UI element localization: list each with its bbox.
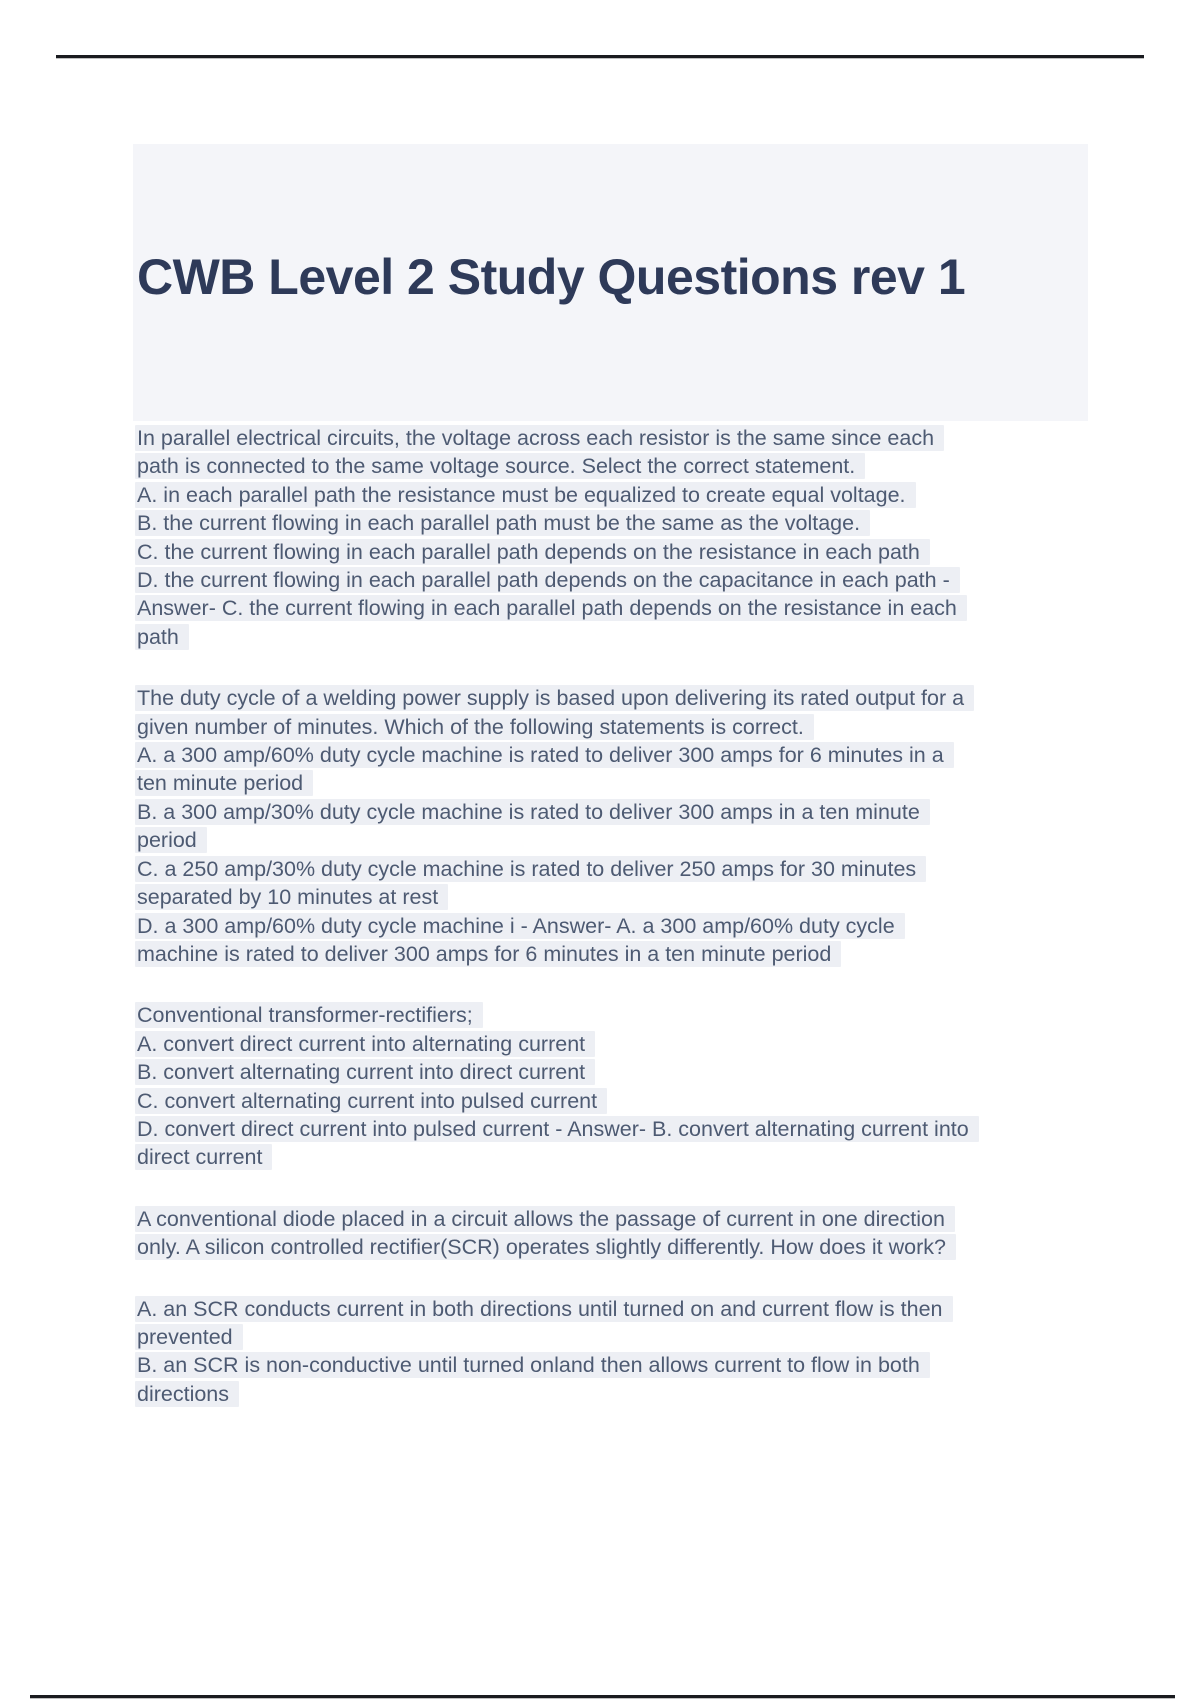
text-line — [137, 623, 1037, 651]
highlighted-text: separated by 10 minutes at rest — [135, 884, 448, 910]
paragraph — [137, 684, 1037, 968]
highlighted-text: Answer- C. the current flowing in each parallel path depends on the resistance in each — [135, 595, 967, 621]
page-title: CWB Level 2 Study Questions rev 1 — [137, 249, 966, 305]
text-line — [137, 883, 1037, 911]
text-line — [137, 509, 1037, 537]
highlighted-text: Conventional transformer-rectifiers; — [135, 1002, 483, 1028]
text-line — [137, 855, 1037, 883]
text-line — [137, 940, 1037, 968]
highlighted-text: A. in each parallel path the resistance must be equalized to create equal voltage. — [135, 482, 916, 508]
highlighted-text: A. convert direct current into alternating current — [135, 1031, 595, 1057]
highlighted-text: C. the current flowing in each parallel path depends on the resistance in each path — [135, 539, 930, 565]
paragraph — [137, 424, 1037, 651]
highlighted-text: C. convert alternating current into pulsed current — [135, 1088, 607, 1114]
highlighted-text: A. a 300 amp/60% duty cycle machine is rated to deliver 300 amps for 6 minutes in a — [135, 742, 954, 768]
text-line — [137, 538, 1037, 566]
highlighted-text: period — [135, 827, 207, 853]
text-line — [137, 684, 1037, 712]
text-line — [137, 1351, 1037, 1379]
text-line — [137, 912, 1037, 940]
text-line — [137, 1030, 1037, 1058]
text-line — [137, 566, 1037, 594]
highlighted-text: A conventional diode placed in a circuit allows the passage of current in one direction — [135, 1206, 955, 1232]
text-line — [137, 1143, 1037, 1171]
text-line — [137, 1233, 1037, 1261]
text-line — [137, 1115, 1037, 1143]
document-body — [137, 424, 1037, 1408]
text-line — [137, 1323, 1037, 1351]
text-line — [137, 1001, 1037, 1029]
highlighted-text: directions — [135, 1381, 239, 1407]
text-line — [137, 1295, 1037, 1323]
highlighted-text: B. an SCR is non-conductive until turned onland then allows current to flow in both — [135, 1352, 930, 1378]
title-block — [133, 144, 1088, 421]
text-line — [137, 424, 1037, 452]
text-line — [137, 594, 1037, 622]
highlighted-text: A. an SCR conducts current in both directions until turned on and current flow is then — [135, 1296, 953, 1322]
highlighted-text: C. a 250 amp/30% duty cycle machine is rated to deliver 250 amps for 30 minutes — [135, 856, 926, 882]
highlighted-text: path — [135, 624, 189, 650]
highlighted-text: B. a 300 amp/30% duty cycle machine is rated to deliver 300 amps in a ten minute — [135, 799, 930, 825]
highlighted-text: The duty cycle of a welding power supply is based upon delivering its rated output for a — [135, 685, 974, 711]
highlighted-text: direct current — [135, 1144, 272, 1170]
highlighted-text: ten minute period — [135, 770, 313, 796]
bottom-divider — [30, 1695, 1175, 1698]
highlighted-text: only. A silicon controlled rectifier(SCR) operates slightly differently. How does it work? — [135, 1234, 956, 1260]
text-line — [137, 741, 1037, 769]
text-line — [137, 798, 1037, 826]
text-line — [137, 1380, 1037, 1408]
highlighted-text: given number of minutes. Which of the following statements is correct. — [135, 714, 814, 740]
paragraph — [137, 1295, 1037, 1409]
highlighted-text: D. convert direct current into pulsed current - Answer- B. convert alternating current into — [135, 1116, 979, 1142]
paragraph — [137, 1205, 1037, 1262]
highlighted-text: In parallel electrical circuits, the voltage across each resistor is the same since each — [135, 425, 944, 451]
text-line — [137, 1205, 1037, 1233]
text-line — [137, 452, 1037, 480]
highlighted-text: B. convert alternating current into direct current — [135, 1059, 595, 1085]
text-line — [137, 481, 1037, 509]
highlighted-text: path is connected to the same voltage source. Select the correct statement. — [135, 453, 865, 479]
highlighted-text: prevented — [135, 1324, 243, 1350]
text-line — [137, 769, 1037, 797]
highlighted-text: B. the current flowing in each parallel path must be the same as the voltage. — [135, 510, 870, 536]
highlighted-text: D. a 300 amp/60% duty cycle machine i - Answer- A. a 300 amp/60% duty cycle — [135, 913, 905, 939]
text-line — [137, 1058, 1037, 1086]
text-line — [137, 713, 1037, 741]
highlighted-text: machine is rated to deliver 300 amps for 6 minutes in a ten minute period — [135, 941, 841, 967]
top-divider — [56, 55, 1144, 58]
paragraph — [137, 1001, 1037, 1171]
highlighted-text: D. the current flowing in each parallel path depends on the capacitance in each path - — [135, 567, 960, 593]
text-line — [137, 826, 1037, 854]
text-line — [137, 1087, 1037, 1115]
